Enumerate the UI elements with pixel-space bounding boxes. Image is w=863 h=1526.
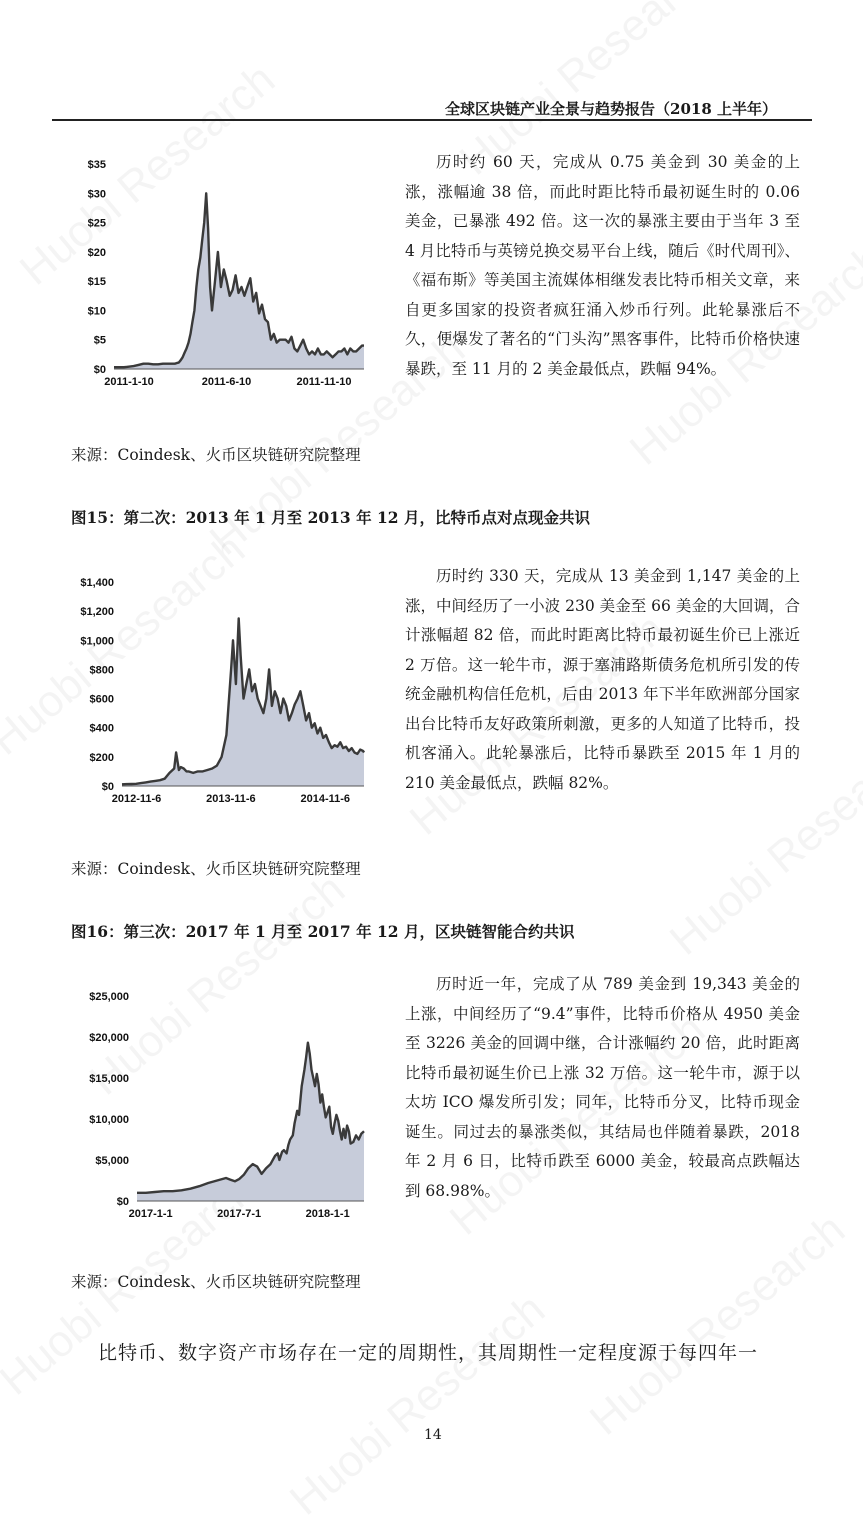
- y-tick-label: $800: [89, 664, 114, 677]
- y-tick-label: $10,000: [89, 1114, 129, 1126]
- figure15-title: 图15：第二次：2013 年 1 月至 2013 年 12 月，比特币点对点现金共识: [71, 508, 590, 527]
- y-tick-label: $15,000: [89, 1073, 129, 1085]
- price-area-fill: [114, 193, 364, 369]
- chart-btc-2017-svg: [62, 984, 382, 1229]
- section3-paragraph-text: 历时近一年，完成了从 789 美金到 19,343 美金的上涨，中间经历了“9.4”事件，比特币价格从 4950 美金至 3226 美金的回调中继，合计涨幅约 20 倍，此时距离比特币最初诞生价已上涨 32 万倍。这一轮牛市，源于以太坊 ICO 爆发所引发；同年，比特币分叉，比特币现金诞生。同过去的暴涨类似，其结局也伴随着暴跌，2018 年 2 月 6 日，比特币跌至 6000 美金，较最高点跌幅达到 68.98%。: [405, 975, 800, 1200]
- x-tick-label: 2017-7-1: [217, 1208, 262, 1220]
- y-tick-label: $10: [87, 305, 106, 318]
- chart-btc-2011: [62, 152, 382, 402]
- chart-btc-2017: [62, 984, 382, 1229]
- x-tick-label: 2012-11-6: [111, 793, 162, 805]
- watermark-text: [281, 1284, 555, 1525]
- x-tick-label: 2018-1-1: [305, 1208, 350, 1220]
- y-tick-label: $5,000: [95, 1155, 129, 1167]
- y-tick-label: $20: [87, 246, 106, 259]
- x-tick-label: 2011-1-10: [104, 376, 154, 388]
- watermark-text: [581, 1204, 855, 1445]
- section3-source: 来源：Coindesk、火币区块链研究院整理: [71, 1273, 361, 1291]
- y-tick-label: $5: [93, 334, 106, 347]
- x-tick-label: 2011-11-10: [296, 376, 352, 388]
- x-tick-label: 2017-1-1: [128, 1208, 173, 1220]
- chart-btc-2013-svg: [62, 570, 382, 815]
- body-text: 比特币、数字资产市场存在一定的周期性，其周期性一定程度源于每四年一: [98, 1342, 759, 1364]
- section1-paragraph: [405, 148, 800, 384]
- chart-btc-2011-svg: [62, 152, 382, 402]
- header-rule: [52, 119, 812, 121]
- price-area-fill: [122, 618, 364, 786]
- x-tick-label: 2011-6-10: [201, 376, 252, 388]
- x-tick-label: 2013-11-6: [206, 793, 256, 805]
- y-tick-label: $0: [116, 1196, 129, 1208]
- y-tick-label: $200: [89, 751, 114, 764]
- y-tick-label: $0: [93, 364, 106, 376]
- figure16-title: 图16：第三次：2017 年 1 月至 2017 年 12 月，区块链智能合约共识: [71, 922, 575, 941]
- section1-source: 来源：Coindesk、火币区块链研究院整理: [71, 446, 361, 464]
- y-tick-label: $25: [87, 217, 106, 230]
- y-tick-label: $1,200: [80, 606, 114, 619]
- y-tick-label: $600: [89, 693, 114, 706]
- section1-paragraph-text: 历时约 60 天，完成从 0.75 美金到 30 美金的上涨，涨幅逾 38 倍，而此时距比特币最初诞生时的 0.06 美金，已暴涨 492 倍。这一次的暴涨主要由于当年 3 至 4 月比特币与英镑兑换交易平台上线，随后《时代周刊》、《福布斯》等美国主流媒体相继发表比特币相关文章，来自更多国家的投资者疯狂涌入炒币行列。此轮暴涨后不久，便爆发了著名的“门头沟”黑客事件，比特币价格快速暴跌，至 11 月的 2 美金最低点，跌幅 94%。: [405, 153, 800, 378]
- y-tick-label: $400: [89, 722, 114, 735]
- chart-btc-2013: [62, 570, 382, 815]
- y-tick-label: $20,000: [89, 1032, 129, 1044]
- y-tick-label: $25,000: [89, 991, 129, 1003]
- report-header-title: 全球区块链产业全景与趋势报告（2018 上半年）: [445, 100, 777, 118]
- y-tick-label: $15: [87, 276, 106, 289]
- y-tick-label: $1,000: [80, 635, 114, 648]
- y-tick-label: $0: [101, 781, 114, 793]
- y-tick-label: $1,400: [80, 577, 114, 589]
- section3-paragraph: [405, 970, 800, 1206]
- section2-paragraph: [405, 562, 800, 798]
- page-number: 14: [424, 1427, 442, 1443]
- x-tick-label: 2014-11-6: [300, 793, 351, 805]
- y-tick-label: $30: [87, 188, 106, 201]
- y-tick-label: $35: [87, 159, 106, 171]
- section2-paragraph-text: 历时约 330 天，完成从 13 美金到 1,147 美金的上涨，中间经历了一小波 230 美金至 66 美金的大回调，合计涨幅超 82 倍，而此时距离比特币最初诞生价已上涨近 2 万倍。这一轮牛市，源于塞浦路斯债务危机所引发的传统金融机构信任危机，后由 2013 年下半年欧洲部分国家出台比特币友好政策所刺激，更多的人知道了比特币，投机客涌入。此轮暴涨后，比特币暴跌至 2015 年 1 月的 210 美金最低点，跌幅 82%。: [405, 567, 800, 792]
- section2-source: 来源：Coindesk、火币区块链研究院整理: [71, 860, 361, 878]
